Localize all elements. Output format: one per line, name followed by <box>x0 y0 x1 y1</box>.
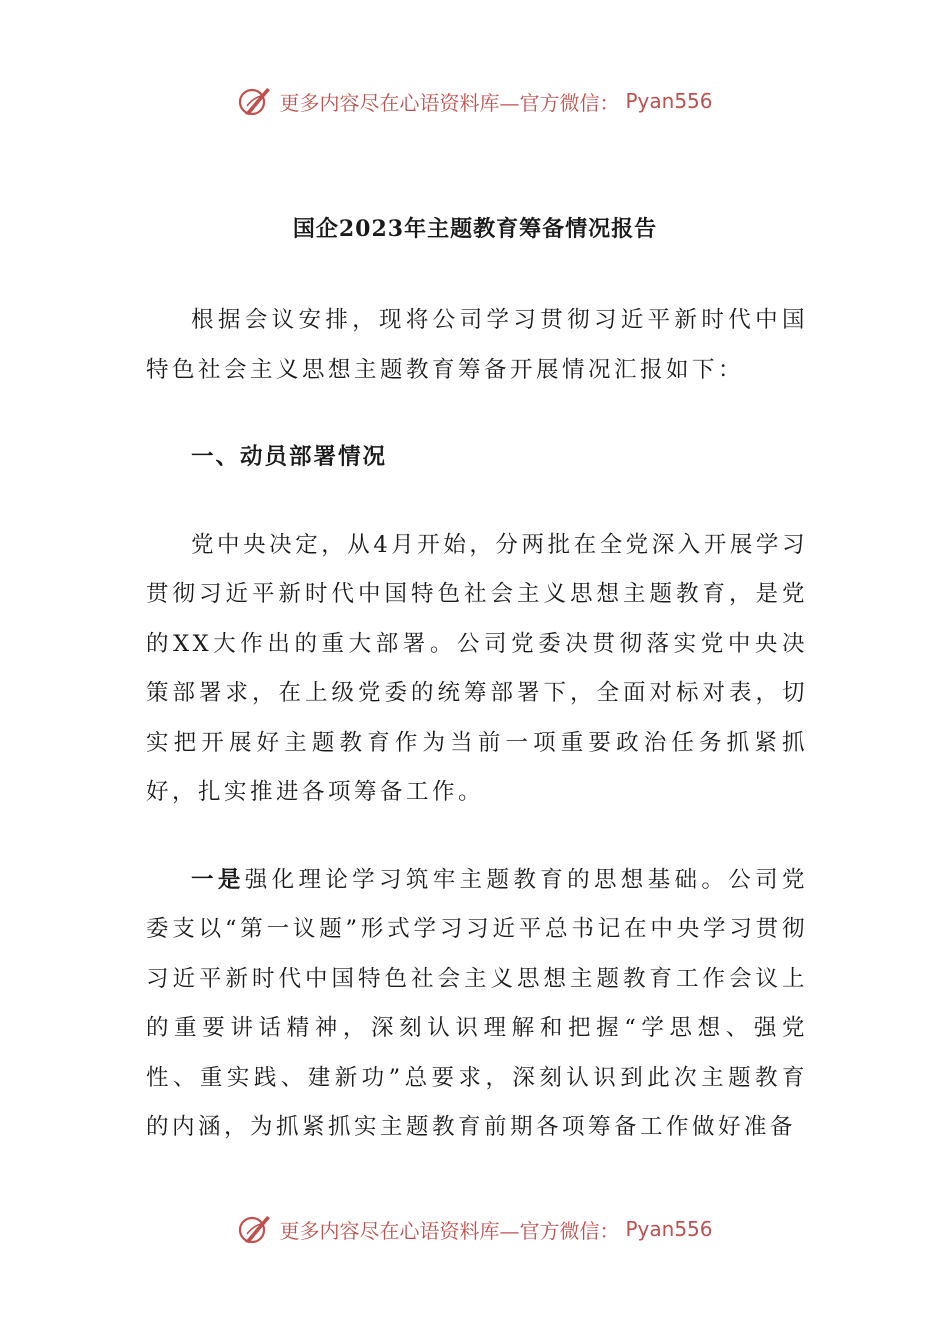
document-title: 国企2023年主题教育筹备情况报告 <box>292 216 658 242</box>
watermark-text: 更多内容尽在心语资料库—官方微信： <box>279 1218 620 1243</box>
section-heading: 一、动员部署情况 <box>191 444 388 470</box>
watermark-text: 更多内容尽在心语资料库—官方微信： <box>279 90 620 115</box>
section-paragraph-2 <box>146 856 808 1153</box>
quill-pen-logo-icon <box>237 84 273 118</box>
paragraph-body: 强化理论学习筑牢主题教育的思想基础。公司党委支以“第一议题”形式学习习近平总书记在中央学习贯彻习近平新时代中国特色社会主义思想主题教育工作会议上的重要讲话精神，深刻认识理解和把握“学思想、强党性、重实践、建新功”总要求，深刻认识到此次主题教育的内涵，为抓紧抓实主题教育前期各项筹备工作做好准备 <box>146 866 808 1140</box>
watermark-footer <box>0 1212 950 1246</box>
section-paragraph: 党中央决定，从4月开始，分两批在全党深入开展学习贯彻习近平新时代中国特色社会主义思想主题教育，是党的XX大作出的重大部署。公司党委决贯彻落实党中央决策部署求，在上级党委的统筹部署下，全面对标对表，切实把开展好主题教育作为当前一项重要政治任务抓紧抓好，扎实推进各项筹备工作。 <box>146 531 808 805</box>
watermark-wechat-id: Pyan556 <box>625 1217 713 1241</box>
watermark-header <box>0 84 950 118</box>
intro-paragraph: 根据会议安排，现将公司学习贯彻习近平新时代中国特色社会主义思想主题教育筹备开展情况汇报如下： <box>146 307 808 383</box>
watermark-wechat-id: Pyan556 <box>625 89 713 113</box>
document-body <box>146 296 808 1153</box>
paragraph-lead: 一是 <box>191 866 245 893</box>
quill-pen-logo-icon <box>237 1212 273 1246</box>
